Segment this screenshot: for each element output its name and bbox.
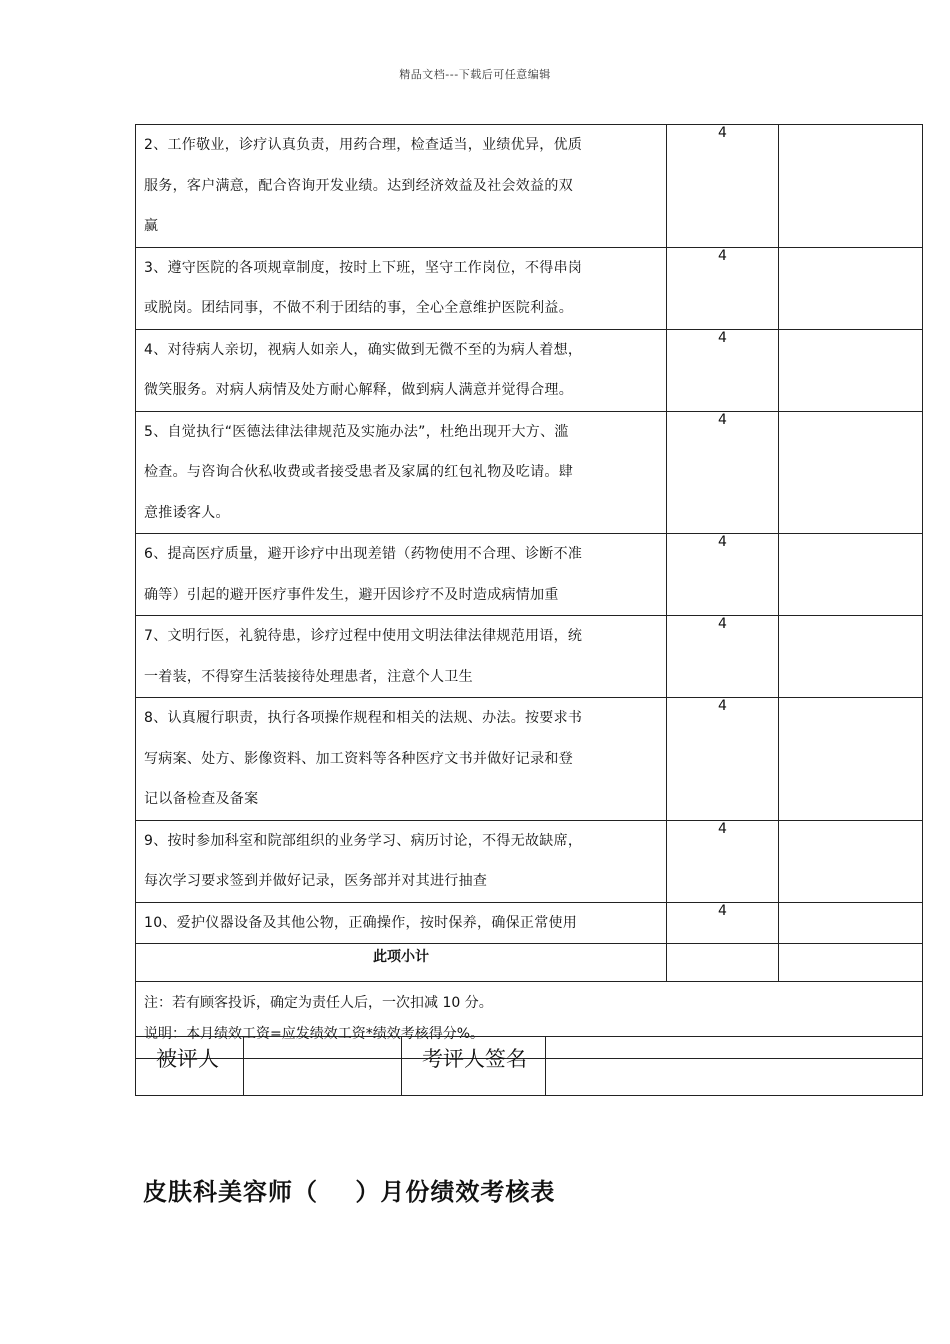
max-score-cell: 4 bbox=[667, 125, 779, 248]
next-form-title: 皮肤科美容师（ ）月份绩效考核表 bbox=[143, 1178, 556, 1206]
criterion-text bbox=[136, 811, 666, 902]
max-score-cell: 4 bbox=[667, 411, 779, 534]
criterion-text bbox=[136, 688, 666, 820]
table-row bbox=[136, 125, 923, 248]
criterion-text bbox=[136, 320, 666, 411]
criterion-line: 3、遵守医院的各项规章制度，按时上下班，坚守工作岗位，不得串岗 bbox=[144, 259, 583, 276]
signature-table bbox=[135, 1036, 923, 1096]
criterion-text bbox=[136, 402, 666, 534]
actual-score-cell[interactable] bbox=[779, 820, 923, 902]
actual-score-cell[interactable] bbox=[779, 125, 923, 248]
actual-score-cell[interactable] bbox=[779, 616, 923, 698]
criterion-cell bbox=[136, 247, 667, 329]
item-rows bbox=[136, 125, 923, 944]
subtotal-label: 此项小计 bbox=[136, 944, 667, 982]
criterion-line: 意推诿客人。 bbox=[144, 504, 230, 521]
complaint-note: 注：若有顾客投诉，确定为责任人后，一次扣减 10 分。 bbox=[144, 995, 493, 1011]
criterion-line: 记以备检查及备案 bbox=[144, 791, 259, 807]
criterion-text bbox=[136, 606, 666, 697]
actual-score-cell[interactable] bbox=[779, 411, 923, 534]
max-score-cell: 4 bbox=[667, 616, 779, 698]
max-score-cell: 4 bbox=[667, 534, 779, 616]
max-score-cell: 4 bbox=[667, 247, 779, 329]
actual-score-cell[interactable] bbox=[779, 247, 923, 329]
criterion-line: 8、认真履行职责，执行各项操作规程和相关的法规、办法。按要求书 bbox=[144, 710, 583, 726]
criterion-line: 10、爱护仪器设备及其他公物，正确操作，按时保养，确保正常使用 bbox=[144, 914, 578, 931]
criterion-line: 一着装，不得穿生活装接待处理患者，注意个人卫生 bbox=[144, 668, 473, 685]
criterion-line: 检查。与咨询合伙私收费或者接受患者及家属的红包礼物及吃请。肆 bbox=[144, 464, 573, 480]
page-header-note: 精品文档---下载后可任意编辑 bbox=[399, 68, 551, 81]
evaluator-label: 考评人签名 bbox=[402, 1037, 546, 1096]
max-score-cell: 4 bbox=[667, 329, 779, 411]
max-score-cell: 4 bbox=[667, 698, 779, 821]
criterion-line: 6、提高医疗质量，避开诊疗中出现差错（药物使用不合理、诊断不准 bbox=[144, 546, 583, 562]
subtotal-actual-cell[interactable] bbox=[779, 944, 923, 982]
criterion-line: 赢 bbox=[144, 218, 159, 234]
criterion-line: 7、文明行医，礼貌待患，诊疗过程中使用文明法律法律规范用语，统 bbox=[144, 628, 583, 644]
criterion-cell bbox=[136, 534, 667, 616]
evaluatee-label: 被评人 bbox=[136, 1037, 244, 1096]
criterion-line: 2、工作敬业，诊疗认真负责，用药合理，检查适当，业绩优异，优质 bbox=[144, 137, 583, 153]
max-score-cell: 4 bbox=[667, 902, 779, 944]
criterion-line: 微笑服务。对病人病情及处方耐心解释，做到病人满意并觉得合理。 bbox=[144, 382, 573, 398]
evaluator-signature-field[interactable] bbox=[546, 1037, 923, 1096]
criterion-line: 5、自觉执行“医德法律法律规范及实施办法”，杜绝出现开大方、滥 bbox=[144, 423, 569, 440]
subtotal-score-cell[interactable] bbox=[667, 944, 779, 982]
criterion-text bbox=[136, 524, 666, 615]
criterion-cell bbox=[136, 820, 667, 902]
table-row bbox=[136, 329, 923, 411]
criterion-text bbox=[136, 115, 666, 247]
criterion-line: 9、按时参加科室和院部组织的业务学习、病历讨论，不得无故缺席， bbox=[144, 832, 583, 849]
criterion-cell bbox=[136, 616, 667, 698]
table-row bbox=[136, 534, 923, 616]
criterion-line: 4、对待病人亲切，视病人如亲人，确实做到无微不至的为病人着想， bbox=[144, 341, 583, 358]
table-row bbox=[136, 616, 923, 698]
evaluatee-signature-field[interactable] bbox=[244, 1037, 402, 1096]
max-score-cell: 4 bbox=[667, 820, 779, 902]
table-row bbox=[136, 820, 923, 902]
criterion-line: 服务，客户满意，配合咨询开发业绩。达到经济效益及社会效益的双 bbox=[144, 177, 573, 194]
salary-explanation: 说明：本月绩效工资=应发绩效工资*绩效考核得分%。 bbox=[144, 1026, 485, 1042]
criterion-cell bbox=[136, 902, 667, 944]
performance-table bbox=[135, 124, 923, 1059]
actual-score-cell[interactable] bbox=[779, 902, 923, 944]
criterion-line: 或脱岗。团结同事，不做不利于团结的事，全心全意维护医院利益。 bbox=[144, 300, 573, 316]
criterion-cell bbox=[136, 698, 667, 821]
criterion-cell bbox=[136, 125, 667, 248]
criterion-cell bbox=[136, 329, 667, 411]
subtotal-row bbox=[136, 944, 923, 982]
criterion-text bbox=[136, 238, 666, 329]
actual-score-cell[interactable] bbox=[779, 698, 923, 821]
criterion-line: 每次学习要求签到并做好记录，医务部并对其进行抽查 bbox=[144, 873, 488, 889]
actual-score-cell[interactable] bbox=[779, 329, 923, 411]
actual-score-cell[interactable] bbox=[779, 534, 923, 616]
table-row bbox=[136, 902, 923, 944]
criterion-cell bbox=[136, 411, 667, 534]
table-row bbox=[136, 411, 923, 534]
table-row bbox=[136, 247, 923, 329]
table-row bbox=[136, 698, 923, 821]
criterion-line: 写病案、处方、影像资料、加工资料等各种医疗文书并做好记录和登 bbox=[144, 750, 573, 767]
criterion-line: 确等）引起的避开医疗事件发生，避开因诊疗不及时造成病情加重 bbox=[144, 586, 559, 603]
signature-row bbox=[136, 1037, 923, 1096]
